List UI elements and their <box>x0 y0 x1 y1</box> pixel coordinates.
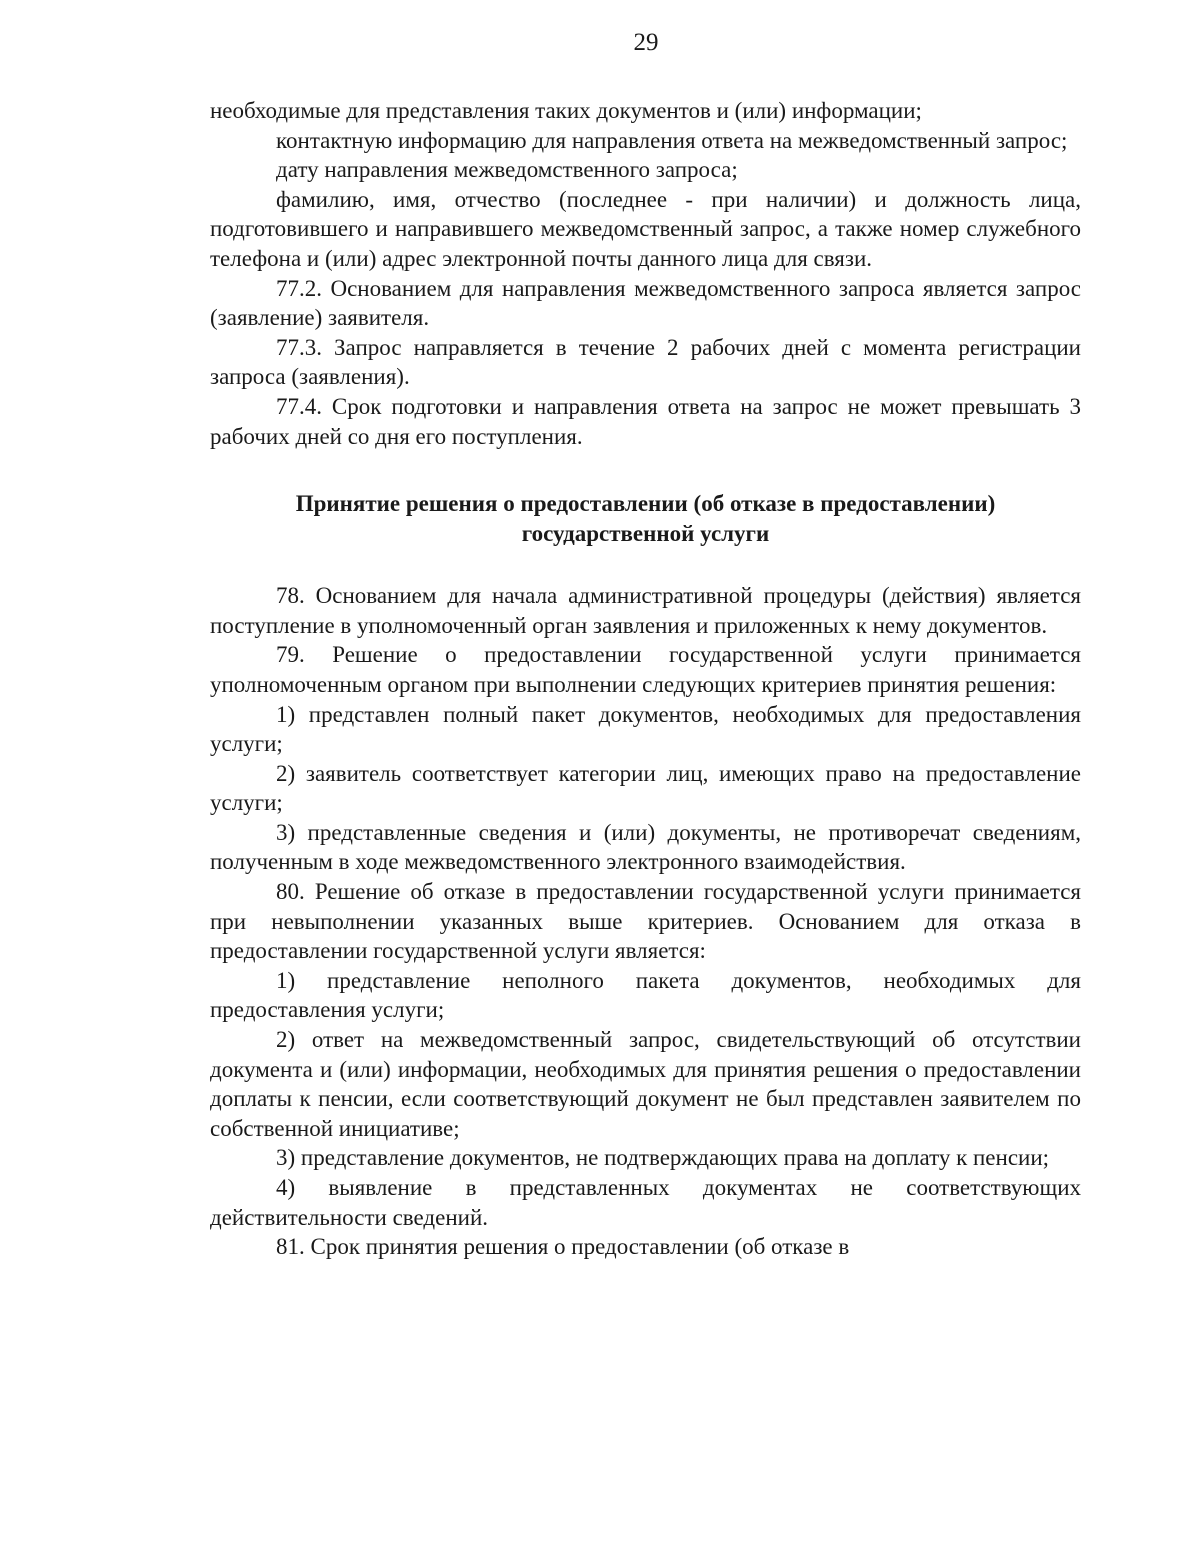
paragraph: необходимые для представления таких документов и (или) информации; <box>210 98 922 123</box>
paragraphs-before-heading <box>210 96 1081 451</box>
section-heading-line-2: государственной услуги <box>521 521 770 547</box>
paragraph: дату направления межведомственного запроса; <box>276 157 738 183</box>
paragraph: контактную информацию для направления ответа на межведомственный запрос; <box>276 127 1068 153</box>
paragraph: 78. Основанием для начала административной процедуры (действия) является поступление в уполномоченный орган заявления и приложенных к нему документов. <box>210 583 1081 638</box>
paragraph: 3) представленные сведения и (или) документы, не противоречат сведениям, полученным в ходе межведомственного электронного взаимодействия. <box>210 819 1081 875</box>
paragraph: 1) представлен полный пакет документов, необходимых для предоставления услуги; <box>210 701 1081 757</box>
paragraph: 77.4. Срок подготовки и направления ответа на запрос не может превышать 3 рабочих дней со дня его поступления. <box>210 393 1081 449</box>
paragraph: 80. Решение об отказе в предоставлении государственной услуги принимается при невыполнении указанных выше критериев. Основанием для отказа в предоставлении государственной услуги является: <box>210 879 1081 964</box>
paragraph: 2) ответ на межведомственный запрос, свидетельствующий об отсутствии документа и (или) информации, необходимых для принятия решения о предоставлении доплаты к пенсии, если соответствующий документ не был представлен заявителем по собственной инициативе; <box>210 1027 1081 1141</box>
document-body <box>210 96 1081 1262</box>
paragraph: 4) выявление в представленных документах не соответствующих действительности сведений. <box>210 1175 1081 1230</box>
paragraph: 77.2. Основанием для направления межведомственного запроса является запрос (заявление) заявителя. <box>210 275 1081 331</box>
section-heading-line-1: Принятие решения о предоставлении (об отказе в предоставлении) <box>295 491 996 517</box>
paragraph: 79. Решение о предоставлении государственной услуги принимается уполномоченным органом при выполнении следующих критериев принятия решения: <box>210 642 1081 697</box>
paragraphs-after-heading <box>210 581 1081 1262</box>
paragraph: 3) представление документов, не подтверждающих права на доплату к пенсии; <box>276 1145 1050 1171</box>
paragraph: фамилию, имя, отчество (последнее - при наличии) и должность лица, подготовившего и направившего межведомственный запрос, а также номер служебного телефона и (или) адрес электронной почты данного лица для связи. <box>210 186 1081 271</box>
paragraph: 2) заявитель соответствует категории лиц, имеющих право на предоставление услуги; <box>210 760 1081 816</box>
page-number: 29 <box>633 29 659 56</box>
paragraph: 77.3. Запрос направляется в течение 2 рабочих дней с момента регистрации запроса (заявления). <box>210 334 1081 390</box>
paragraph: 81. Срок принятия решения о предоставлении (об отказе в <box>276 1234 850 1260</box>
section-heading <box>210 489 1081 549</box>
paragraph: 1) представление неполного пакета документов, необходимых для предоставления услуги; <box>210 967 1081 1023</box>
